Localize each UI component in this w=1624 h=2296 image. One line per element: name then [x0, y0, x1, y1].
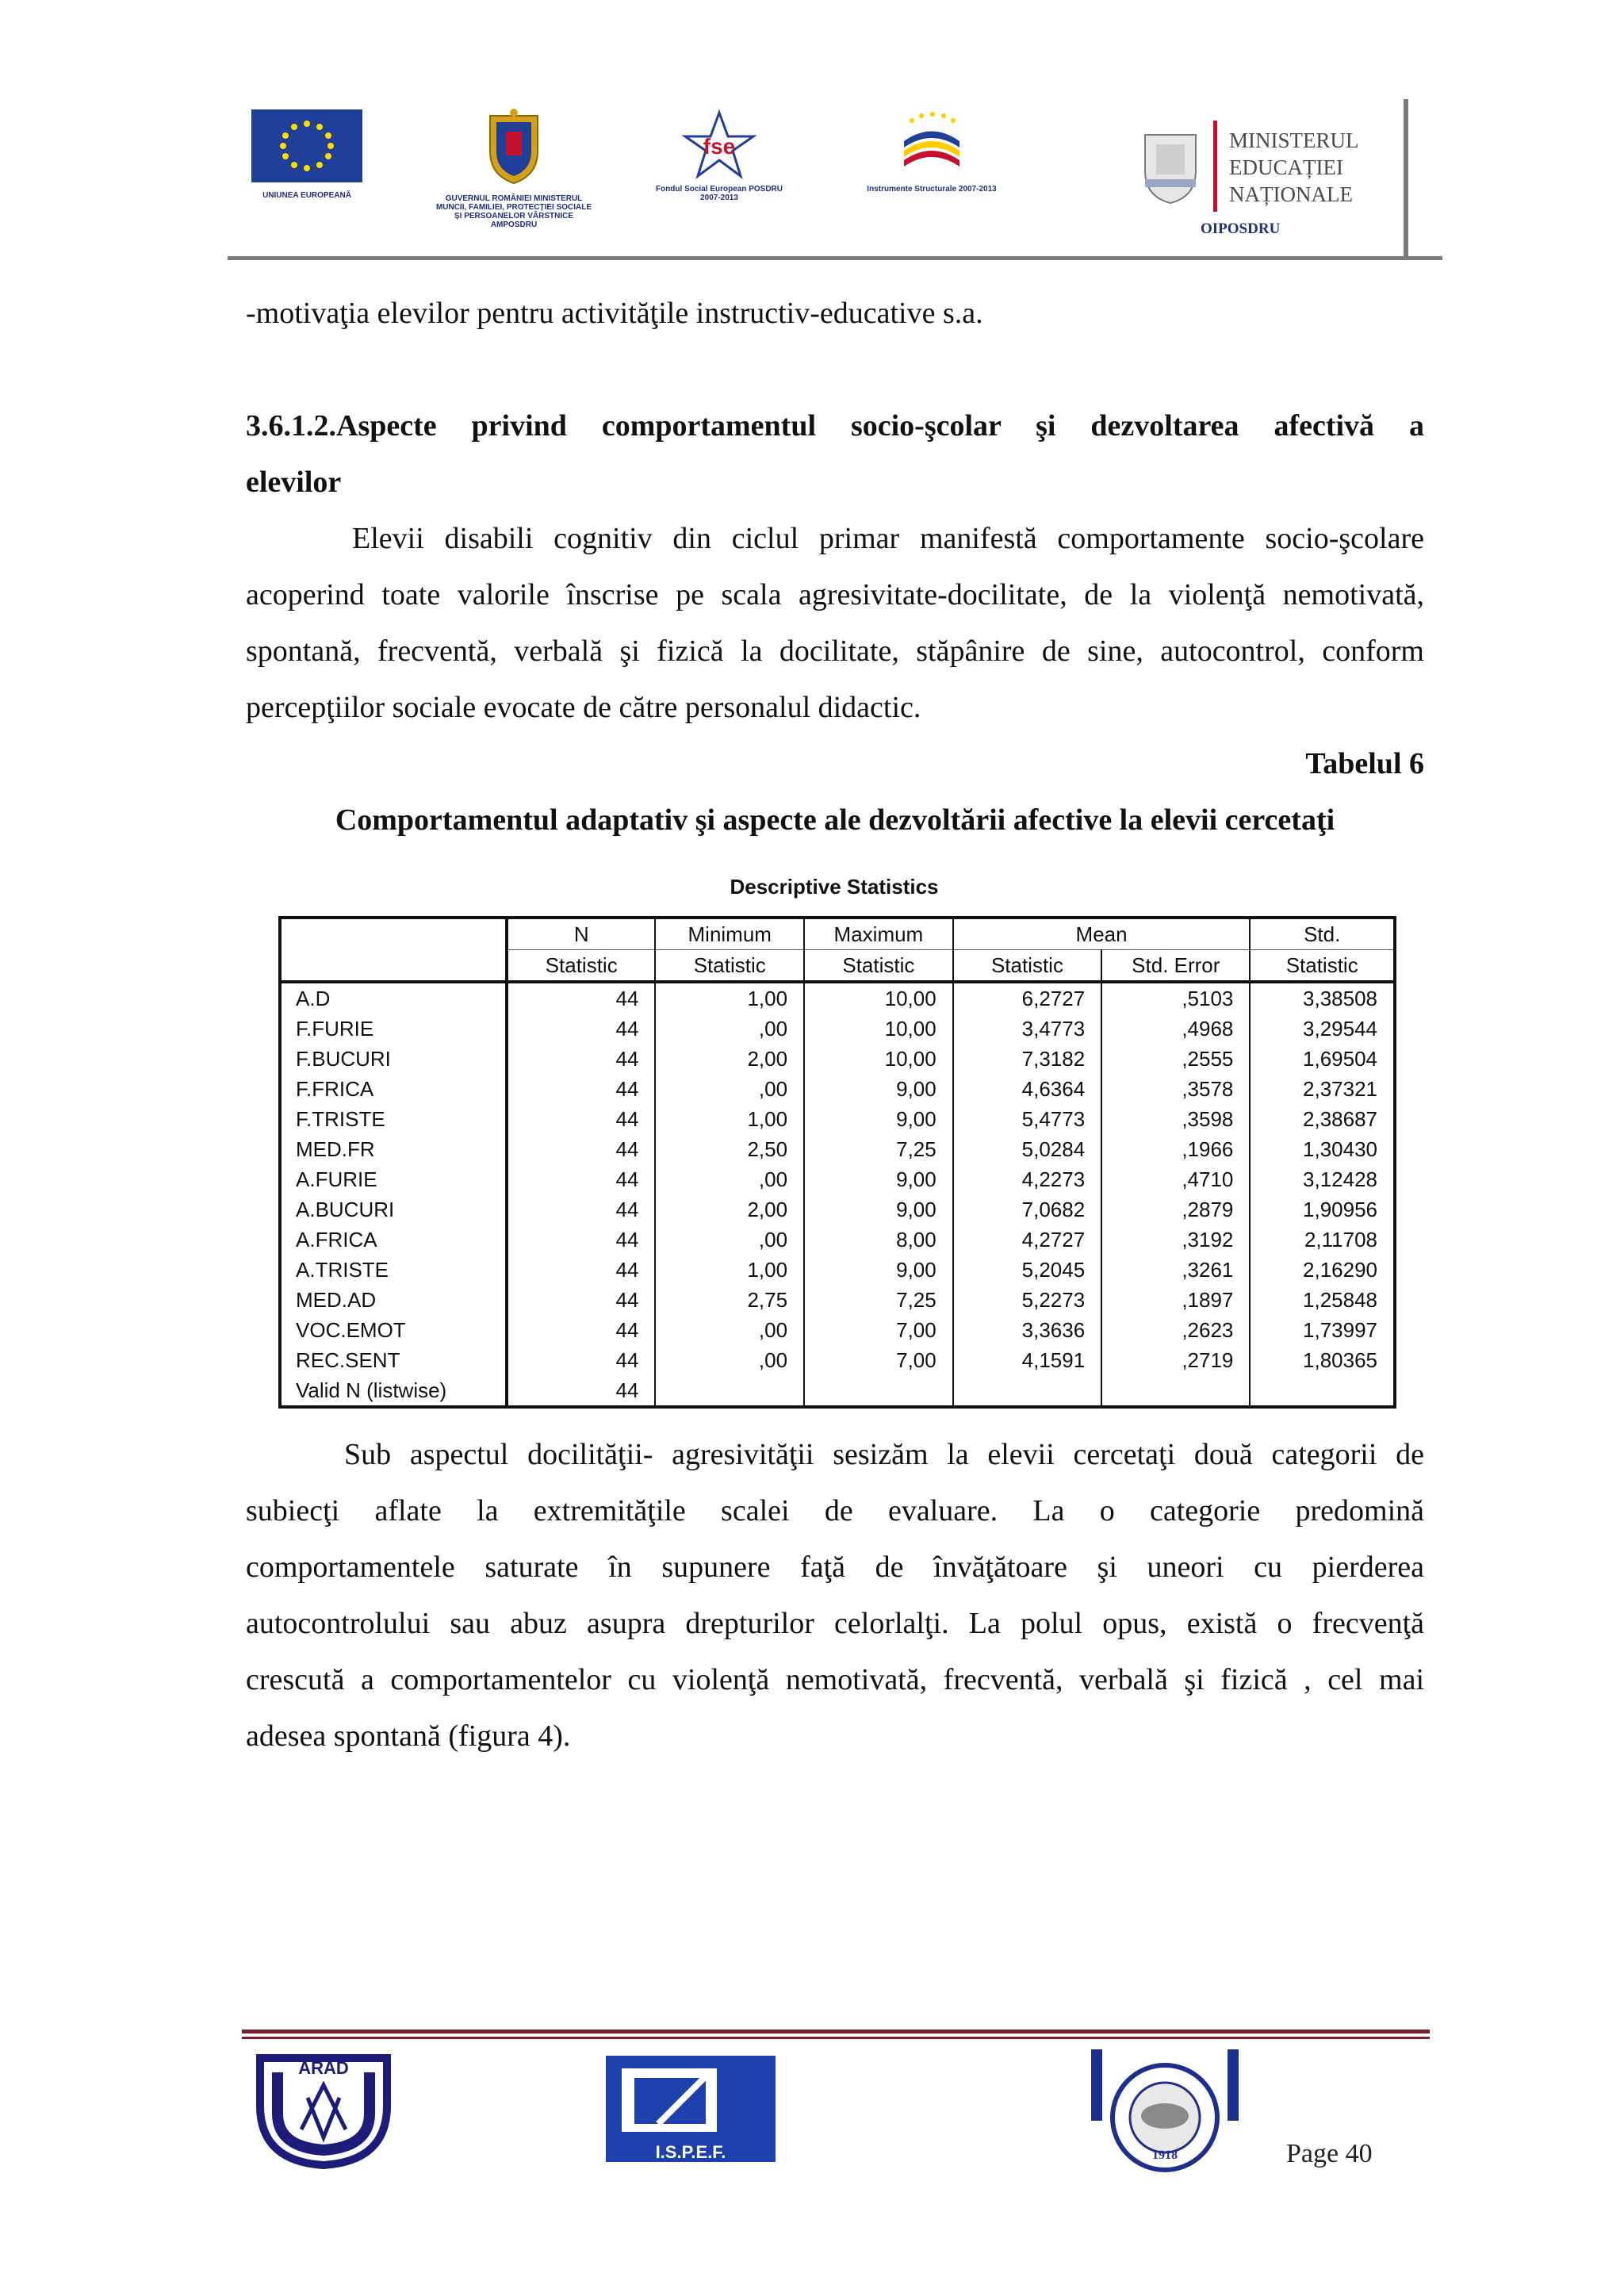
cell-minimum: ,00 [655, 1225, 804, 1255]
cell-minimum: ,00 [655, 1345, 804, 1375]
header-mean-statistic: Statistic [953, 950, 1101, 983]
cell-minimum: ,00 [655, 1074, 804, 1104]
cell-mean: 7,3182 [953, 1044, 1101, 1074]
cell-std-error: ,4968 [1101, 1014, 1250, 1044]
cell-std-deviation: 1,73997 [1250, 1315, 1395, 1345]
cell-minimum: ,00 [655, 1014, 804, 1044]
oiposdru-label: OIPOSDRU [1201, 220, 1281, 237]
ispef-logo-icon [603, 2053, 779, 2164]
alba-iulia-seal-icon [1083, 2046, 1247, 2173]
cell-minimum: 2,75 [655, 1285, 804, 1315]
structural-instruments-icon [888, 109, 975, 181]
table-row [280, 1225, 1395, 1255]
eu-caption: UNIUNEA EUROPEANĂ [262, 191, 351, 200]
row-label: VOC.EMOT [296, 1318, 406, 1342]
cell-std-error: ,2879 [1101, 1194, 1250, 1225]
header-n: N [507, 918, 655, 950]
cell-mean: 4,1591 [953, 1345, 1101, 1375]
cell-minimum: 1,00 [655, 1255, 804, 1285]
header-corner [280, 918, 507, 950]
cell-n: 44 [507, 1225, 655, 1255]
cell-std-deviation [1250, 1375, 1395, 1407]
cell-n: 44 [507, 1345, 655, 1375]
cell-minimum [655, 1375, 804, 1407]
para2-line-6: adesea spontană (figura 4). [246, 1719, 571, 1753]
cell-maximum: 7,00 [804, 1345, 953, 1375]
row-label: A.D [296, 987, 331, 1010]
ministry-line-3: NAȚIONALE [1229, 182, 1353, 206]
header-n-statistic: Statistic [507, 950, 655, 983]
table-row [280, 1194, 1395, 1225]
row-label: MED.FR [296, 1137, 375, 1161]
table-body [280, 982, 1395, 1407]
header-std-statistic: Statistic [1250, 950, 1395, 983]
footer-rule-top [242, 2030, 1430, 2033]
row-label: F.TRISTE [296, 1107, 385, 1131]
alba-iulia-university-logo [1083, 2046, 1247, 2173]
table-row [280, 1285, 1395, 1315]
table-row [280, 1164, 1395, 1194]
cell-n: 44 [507, 1134, 655, 1164]
table-row [280, 982, 1395, 1014]
cell-n: 44 [507, 1074, 655, 1104]
cell-std-deviation: 1,25848 [1250, 1285, 1395, 1315]
header-std: Std. [1250, 918, 1395, 950]
header-minimum: Minimum [655, 918, 804, 950]
cell-maximum [804, 1375, 953, 1407]
cell-std-deviation: 3,38508 [1250, 982, 1395, 1014]
cell-std-error: ,1966 [1101, 1134, 1250, 1164]
cell-maximum: 7,25 [804, 1134, 953, 1164]
header-vertical-rule [1404, 99, 1408, 258]
cell-maximum: 7,00 [804, 1315, 953, 1345]
table-row [280, 1074, 1395, 1104]
row-label: Valid N (listwise) [296, 1378, 447, 1402]
cell-minimum: ,00 [655, 1315, 804, 1345]
arad-university-logo [252, 2050, 395, 2169]
header-mean: Mean [953, 918, 1251, 950]
cell-maximum: 9,00 [804, 1164, 953, 1194]
table-caption: Comportamentul adaptativ şi aspecte ale dezvoltării afective la elevii cercetaţi [335, 803, 1335, 837]
table-header-row-2 [280, 950, 1395, 983]
cell-mean: 3,4773 [953, 1014, 1101, 1044]
cell-minimum: 1,00 [655, 982, 804, 1014]
section-heading: 3.6.1.2.Aspecte privind comportamentul socio-şcolar şi dezvoltarea afectivă a [246, 409, 1424, 443]
para2-line-4: autocontrolului sau abuz asupra drepturilor celorlalţi. La polul opus, există o frecvenţă [246, 1607, 1424, 1640]
cell-std-error: ,2719 [1101, 1345, 1250, 1375]
table-row [280, 1134, 1395, 1164]
cell-maximum: 10,00 [804, 1014, 953, 1044]
cell-std-error: ,1897 [1101, 1285, 1250, 1315]
cell-maximum: 9,00 [804, 1104, 953, 1134]
row-label: A.TRISTE [296, 1258, 389, 1282]
cell-n: 44 [507, 1315, 655, 1345]
header-maximum: Maximum [804, 918, 953, 950]
cell-std-deviation: 2,11708 [1250, 1225, 1395, 1255]
table-row [280, 1255, 1395, 1285]
cell-mean: 5,0284 [953, 1134, 1101, 1164]
table-row [280, 1315, 1395, 1345]
eu-flag-icon [251, 109, 362, 182]
cell-n: 44 [507, 1194, 655, 1225]
cell-std-deviation: 3,12428 [1250, 1164, 1395, 1194]
cell-minimum: 2,00 [655, 1194, 804, 1225]
ispef-logo [603, 2053, 779, 2164]
cell-std-error: ,5103 [1101, 982, 1250, 1014]
header-min-statistic: Statistic [655, 950, 804, 983]
cell-maximum: 10,00 [804, 982, 953, 1014]
row-label: A.BUCURI [296, 1198, 395, 1221]
cell-mean: 4,2727 [953, 1225, 1101, 1255]
cell-n: 44 [507, 1104, 655, 1134]
cell-std-deviation: 1,80365 [1250, 1345, 1395, 1375]
fse-text: fse [703, 134, 736, 159]
para1-line-2: acoperind toate valorile înscrise pe scala agresivitate-docilitate, de la violenţă nemotivată, [246, 578, 1424, 611]
government-caption: GUVERNUL ROMÂNIEI MINISTERUL MUNCII, FAMILIEI, PROTECȚIEI SOCIALE ȘI PERSOANELOR VÂRSTNICE AMPOSDRU [435, 194, 592, 229]
cell-mean: 5,2045 [953, 1255, 1101, 1285]
footer-rule-bottom [242, 2037, 1430, 2039]
cell-minimum: 1,00 [655, 1104, 804, 1134]
coat-of-arms-icon [482, 108, 546, 187]
header-rule [228, 256, 1442, 260]
cell-maximum: 10,00 [804, 1044, 953, 1074]
cell-maximum: 8,00 [804, 1225, 953, 1255]
row-label: F.BUCURI [296, 1047, 391, 1071]
eu-flag-logo [247, 109, 366, 200]
fse-caption: Fondul Social European POSDRU 2007-2013 [655, 185, 783, 202]
cell-std-deviation: 1,30430 [1250, 1134, 1395, 1164]
ministry-name [1229, 127, 1359, 208]
cell-std-error: ,3192 [1101, 1225, 1250, 1255]
cell-mean [953, 1375, 1101, 1407]
fse-logo [652, 109, 787, 202]
cell-std-error: ,2555 [1101, 1044, 1250, 1074]
ministry-red-bar [1213, 121, 1217, 212]
row-label: REC.SENT [296, 1348, 400, 1372]
ministry-line-1: MINISTERUL [1229, 128, 1359, 152]
table-row [280, 1014, 1395, 1044]
para1-line-4: percepţiilor sociale evocate de către personalul didactic. [246, 691, 921, 724]
cell-mean: 4,2273 [953, 1164, 1101, 1194]
ministry-crest [1139, 127, 1202, 206]
alba-year-text: 1918 [1152, 2148, 1178, 2162]
row-label: A.FRICA [296, 1228, 377, 1251]
cell-std-error: ,4710 [1101, 1164, 1250, 1194]
fse-star-icon [676, 109, 763, 181]
header-corner-2 [280, 950, 507, 983]
structural-caption: Instrumente Structurale 2007-2013 [867, 185, 997, 194]
row-label: F.FRICA [296, 1077, 374, 1101]
cell-n: 44 [507, 1014, 655, 1044]
cell-mean: 6,2727 [953, 982, 1101, 1014]
ministry-line-2: EDUCAȚIEI [1229, 155, 1343, 179]
cell-n: 44 [507, 1375, 655, 1407]
cell-mean: 5,2273 [953, 1285, 1101, 1315]
cell-std-error: ,2623 [1101, 1315, 1250, 1345]
cell-std-error: ,3261 [1101, 1255, 1250, 1285]
header-mean-std-error: Std. Error [1101, 950, 1250, 983]
cell-n: 44 [507, 1285, 655, 1315]
cell-std-error: ,3598 [1101, 1104, 1250, 1134]
para1-line-3: spontană, frecventă, verbală şi fizică la docilitate, stăpânire de sine, autocontrol, conform [246, 634, 1424, 668]
cell-std-deviation: 3,29544 [1250, 1014, 1395, 1044]
para1-line-1: Elevii disabili cognitiv din ciclul primar manifestă comportamente socio-şcolare [352, 522, 1424, 555]
page-number: Page 40 [1286, 2139, 1373, 2168]
arad-logo-icon [252, 2050, 395, 2169]
cell-n: 44 [507, 1255, 655, 1285]
cell-std-error [1101, 1375, 1250, 1407]
cell-std-deviation: 2,37321 [1250, 1074, 1395, 1104]
para2-line-3: comportamentele saturate în supunere faţă de învăţătoare şi uneori cu pierderea [246, 1550, 1424, 1584]
cell-minimum: 2,50 [655, 1134, 804, 1164]
arad-text: ARAD [298, 2058, 349, 2078]
row-label: F.FURIE [296, 1017, 374, 1041]
table-number: Tabelul 6 [1305, 747, 1424, 780]
cell-minimum: 2,00 [655, 1044, 804, 1074]
cell-mean: 3,3636 [953, 1315, 1101, 1345]
para2-line-2: subiecţi aflate la extremităţile scalei de evaluare. La o categorie predomină [246, 1494, 1424, 1527]
header-max-statistic: Statistic [804, 950, 953, 983]
cell-std-deviation: 2,38687 [1250, 1104, 1395, 1134]
cell-minimum: ,00 [655, 1164, 804, 1194]
cell-std-deviation: 2,16290 [1250, 1255, 1395, 1285]
para2-line-1: Sub aspectul docilităţii- agresivităţii sesizăm la elevii cercetaţi două categorii de [344, 1438, 1424, 1471]
table-row [280, 1345, 1395, 1375]
ministry-crest-icon [1139, 127, 1202, 206]
cell-maximum: 7,25 [804, 1285, 953, 1315]
cell-mean: 4,6364 [953, 1074, 1101, 1104]
cell-n: 44 [507, 1044, 655, 1074]
government-logo [435, 108, 593, 229]
cell-n: 44 [507, 1164, 655, 1194]
descriptive-statistics-table [278, 916, 1396, 1409]
table-row [280, 1375, 1395, 1407]
cell-mean: 5,4773 [953, 1104, 1101, 1134]
cell-maximum: 9,00 [804, 1074, 953, 1104]
table-header-row-1 [280, 918, 1395, 950]
para2-line-5: crescută a comportamentelor cu violenţă nemotivată, frecventă, verbală şi fizică , cel mai [246, 1663, 1424, 1696]
cell-n: 44 [507, 982, 655, 1014]
row-label: A.FURIE [296, 1167, 377, 1191]
descriptive-statistics-title: Descriptive Statistics [730, 875, 939, 899]
cell-maximum: 9,00 [804, 1255, 953, 1285]
table-row [280, 1104, 1395, 1134]
section-heading-cont: elevilor [246, 466, 342, 499]
intro-line: -motivaţia elevilor pentru activităţile instructiv-educative s.a. [246, 297, 983, 330]
instrumente-structurale-logo [864, 109, 999, 194]
cell-std-error: ,3578 [1101, 1074, 1250, 1104]
cell-mean: 7,0682 [953, 1194, 1101, 1225]
cell-std-deviation: 1,90956 [1250, 1194, 1395, 1225]
row-label: MED.AD [296, 1288, 377, 1312]
table-row [280, 1044, 1395, 1074]
cell-maximum: 9,00 [804, 1194, 953, 1225]
cell-std-deviation: 1,69504 [1250, 1044, 1395, 1074]
ispef-text: I.S.P.E.F. [655, 2142, 726, 2162]
